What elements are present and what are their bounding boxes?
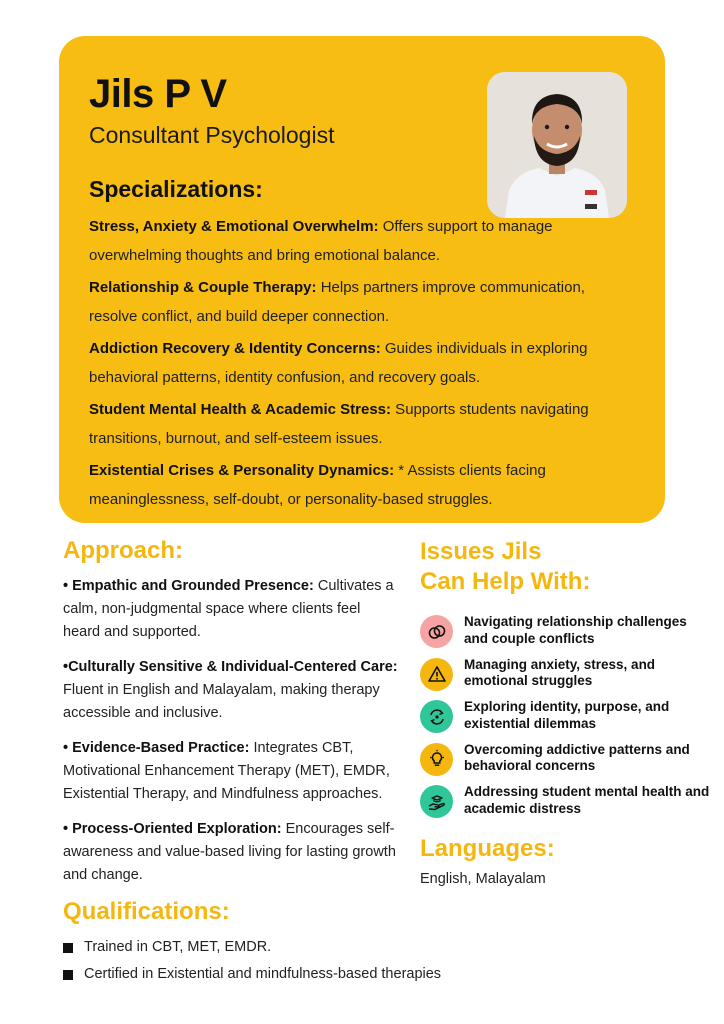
approach-name: •Culturally Sensitive & Individual-Centered Care: [63,659,398,675]
issue-item [420,613,710,655]
issue-text: Overcoming addictive patterns and behavioral concerns [464,741,690,773]
issue-item [420,698,710,740]
specialization-item [89,395,635,453]
specialization-name: Addiction Recovery & Identity Concerns: [89,340,381,357]
profile-name: Jils P V [89,72,227,116]
issues-heading-line1: Issues Jils [420,538,542,565]
specialization-item [89,334,635,392]
approach-description: Fluent in English and Malayalam, making therapy accessible and inclusive. [63,682,380,721]
approach-description: Cultivates a calm, non-judgmental space where clients feel heard and supported. [63,578,394,640]
approach-item [63,818,398,887]
approach-name: • Process-Oriented Exploration: [63,821,282,837]
specialization-description: Supports students navigating transitions, burnout, and self-esteem issues. [89,401,589,447]
specialization-description: * Assists clients facing meaninglessness, self-doubt, or personality-based struggles. [89,462,546,508]
specialization-name: Relationship & Couple Therapy: [89,279,317,296]
issue-item [420,783,710,825]
approach-heading: Approach: [63,537,183,564]
warning-icon [420,658,453,691]
approach-item [63,737,398,806]
approach-list [63,575,398,899]
specialization-description: Guides individuals in exploring behavioral patterns, identity confusion, and recovery goals. [89,340,588,386]
languages-value: English, Malayalam [420,871,546,887]
profile-role: Consultant Psychologist [89,122,335,148]
issues-list [420,613,710,826]
lightbulb-icon [420,743,453,776]
approach-item [63,656,398,725]
approach-description: Encourages self-awareness and value-based living for lasting growth and change. [63,821,396,883]
qualification-item [63,934,441,961]
care-hand-icon [420,785,453,818]
issue-text: Managing anxiety, stress, and emotional struggles [464,656,656,688]
approach-name: • Evidence-Based Practice: [63,740,250,756]
specialization-item [89,456,635,514]
specialization-name: Stress, Anxiety & Emotional Overwhelm: [89,218,379,235]
exchange-icon [420,700,453,733]
specialization-item [89,212,635,270]
issue-text: Addressing student mental health and academic distress [464,784,710,816]
languages-heading: Languages: [420,835,555,862]
qualification-item [63,961,441,988]
specialization-name: Student Mental Health & Academic Stress: [89,401,392,418]
specialization-item [89,273,635,331]
profile-card [59,36,665,523]
issue-item [420,656,710,698]
square-bullet-icon [63,943,73,953]
profile-photo [487,72,627,218]
qualification-text: Certified in Existential and mindfulness-based therapies [84,966,442,982]
issue-text: Navigating relationship challenges and couple conflicts [464,614,687,646]
specialization-name: Existential Crises & Personality Dynamics: [89,462,395,479]
specialization-description: Helps partners improve communication, resolve conflict, and build deeper connection. [89,279,585,325]
issues-heading-line2: Can Help With: [420,568,591,595]
qualifications-heading: Qualifications: [63,898,230,925]
specializations-list [89,212,635,517]
issue-item [420,741,710,783]
qualification-text: Trained in CBT, MET, EMDR. [84,939,272,955]
issue-text: Exploring identity, purpose, and existential dilemmas [464,699,670,731]
square-bullet-icon [63,970,73,980]
approach-item [63,575,398,644]
specialization-description: Offers support to manage overwhelming thoughts and bring emotional balance. [89,218,553,264]
issues-heading [420,537,590,597]
approach-description: Integrates CBT, Motivational Enhancement Therapy (MET), EMDR, Existential Therapy, and Mindfulness approaches. [63,740,390,802]
rings-icon [420,615,453,648]
qualifications-list [63,934,441,988]
specializations-heading: Specializations: [89,176,263,202]
approach-name: • Empathic and Grounded Presence: [63,578,314,594]
